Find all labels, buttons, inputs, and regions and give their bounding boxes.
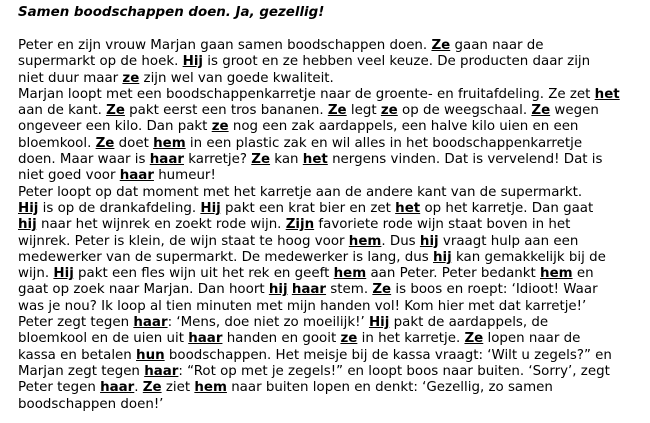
highlighted-pronoun: haar [149, 152, 184, 168]
highlighted-pronoun: haar [144, 363, 179, 379]
text-segment: : ‘Mens, doe niet zo moeilijk!’ [167, 315, 369, 331]
highlighted-pronoun: hem [348, 233, 382, 249]
story-line [18, 282, 636, 298]
highlighted-pronoun: hij [18, 217, 37, 233]
highlighted-pronoun: het [395, 200, 421, 216]
text-segment: Marjan zegt tegen [18, 363, 145, 379]
text-segment: doet [114, 135, 154, 151]
story-line [18, 234, 636, 250]
text-segment: aan Peter. Peter bedankt [366, 266, 541, 282]
text-segment: kassa en betalen [18, 347, 137, 363]
text-segment: gaat op zoek naar Marjan. Dan hoort [18, 282, 269, 298]
text-segment: wijnrek. Peter is klein, de wijn staat te hoog voor [18, 233, 349, 249]
highlighted-pronoun: Ze [95, 135, 115, 151]
text-segment: Marjan loopt met een boodschappenkarretje naar de groente- en fruitafdeling. Ze zet [18, 86, 595, 102]
text-segment: favoriete rode wijn staat boven in het [314, 217, 571, 233]
highlighted-pronoun: haar [188, 331, 223, 347]
text-segment: kan gemakkelijk bij de [451, 249, 606, 265]
text-segment: bloemkool en de uien uit [18, 331, 189, 347]
text-segment: supermarkt op de hoek. [18, 54, 183, 70]
highlighted-pronoun: haar [100, 380, 135, 396]
text-segment: nog een zak aardappels, een halve kilo uien en een [228, 119, 579, 135]
text-segment: Peter tegen [18, 380, 101, 396]
highlighted-pronoun: het [594, 86, 620, 102]
story-line [18, 119, 636, 135]
story-line [18, 136, 636, 152]
highlighted-pronoun: hij [419, 233, 439, 249]
story-line [18, 250, 636, 266]
text-segment: Peter loopt op dat moment met het karretje aan de andere kant van de supermarkt. [18, 184, 583, 200]
text-segment: ziet [161, 380, 195, 396]
text-segment: karretje? [183, 152, 252, 168]
text-segment: handen en gooit [222, 331, 341, 347]
highlighted-pronoun: ze [340, 331, 358, 347]
highlighted-pronoun: Hij [200, 200, 221, 216]
text-segment: is op de drankafdeling. [38, 200, 201, 216]
text-segment: wegen [550, 103, 599, 119]
text-segment: pakt de aardappels, de [389, 315, 549, 331]
highlighted-pronoun: hij [433, 249, 452, 265]
highlighted-pronoun: Zijn [285, 217, 315, 233]
story-line [18, 87, 636, 103]
text-segment: . [134, 380, 143, 396]
highlighted-pronoun: ze [211, 119, 229, 135]
document-page [18, 4, 636, 413]
story-line [18, 103, 636, 119]
highlighted-pronoun: hem [194, 380, 227, 396]
text-segment: boodschappen doen!’ [18, 396, 164, 412]
story-line [18, 168, 636, 184]
story-line [18, 266, 636, 282]
story-line [18, 397, 636, 413]
text-segment: is groot en ze hebben veel keuze. De producten daar zijn [203, 54, 591, 70]
highlighted-pronoun: Ze [106, 103, 125, 119]
text-segment: legt [346, 103, 381, 119]
highlighted-pronoun: Ze [327, 103, 347, 119]
highlighted-pronoun: Hij [368, 315, 390, 331]
highlighted-pronoun: Ze [372, 282, 392, 298]
story-line [18, 315, 636, 331]
text-segment: is boos en roept: ‘Idioot! Waar [391, 282, 598, 298]
story-body [18, 38, 636, 413]
highlighted-pronoun: het [302, 152, 328, 168]
text-segment: zijn wel van goede kwaliteit. [139, 70, 334, 86]
story-line [18, 364, 636, 380]
text-segment: gaan naar de [450, 38, 544, 53]
highlighted-pronoun: hem [540, 266, 573, 282]
text-segment: in het karretje. [357, 331, 465, 347]
highlighted-pronoun: Ze [531, 103, 551, 119]
highlighted-pronoun: haar [119, 168, 154, 184]
highlighted-pronoun: Ze [431, 38, 451, 53]
highlighted-pronoun: Hij [182, 54, 204, 70]
text-segment: in een plastic zak en wil alles in het boodschappenkarretje [185, 135, 583, 151]
highlighted-pronoun: hun [136, 347, 165, 363]
text-segment: doen. Maar waar is [18, 152, 150, 168]
text-segment: lopen naar de [483, 331, 581, 347]
text-segment: ongeveer een kilo. Dan pakt [18, 119, 212, 135]
text-segment: kan [270, 152, 303, 168]
text-segment: . Dus [381, 233, 420, 249]
highlighted-pronoun: ze [122, 70, 140, 86]
story-line [18, 348, 636, 364]
text-segment: was je nou? Ik loop al tien minuten met mijn handen vol! Kom hier met dat karretje!’ [18, 298, 587, 314]
story-line [18, 152, 636, 168]
highlighted-pronoun: Hij [18, 200, 39, 216]
text-segment: Peter zegt tegen [18, 315, 134, 331]
text-segment: boodschappen. Het meisje bij de kassa vraagt: ‘Wilt u zegels?” en [164, 347, 612, 363]
text-segment: humeur! [153, 168, 216, 184]
text-segment: bloemkool. [18, 135, 96, 151]
highlighted-pronoun: haar [133, 315, 168, 331]
text-segment: niet duur maar [18, 70, 123, 86]
text-segment: pakt een fles wijn uit het rek en geeft [73, 266, 334, 282]
text-segment: pakt eerst een tros bananen. [124, 103, 328, 119]
story-line [18, 299, 636, 315]
story-line [18, 38, 636, 54]
text-segment: : “Rot op met je zegels!” en loopt boos naar buiten. ‘Sorry’, zegt [178, 363, 610, 379]
highlighted-pronoun: hem [153, 135, 186, 151]
story-line [18, 380, 636, 396]
text-segment: Peter en zijn vrouw Marjan gaan samen boodschappen doen. [18, 38, 432, 53]
story-line [18, 217, 636, 233]
highlighted-pronoun: ze [380, 103, 398, 119]
story-line [18, 71, 636, 87]
text-segment: pakt een krat bier en zet [220, 200, 396, 216]
story-title: Samen boodschappen doen. Ja, gezellig! [18, 5, 325, 20]
text-segment: naar buiten lopen en denkt: ‘Gezellig, zo samen [226, 380, 553, 396]
story-line [18, 185, 636, 201]
highlighted-pronoun: Ze [142, 380, 162, 396]
text-segment: op de weegschaal. [397, 103, 532, 119]
text-segment: op het karretje. Dan gaat [420, 200, 594, 216]
text-segment: medewerker van de supermarkt. De medewerker is lang, dus [18, 249, 434, 265]
text-segment: stem. [326, 282, 373, 298]
text-segment: nergens vinden. Dat is vervelend! Dat is [327, 152, 603, 168]
text-segment: naar het wijnrek en zoekt rode wijn. [36, 217, 286, 233]
text-segment: en [572, 266, 594, 282]
highlighted-pronoun: Ze [464, 331, 484, 347]
text-segment: aan de kant. [18, 103, 107, 119]
highlighted-pronoun: Hij [53, 266, 74, 282]
text-segment: wijn. [18, 266, 54, 282]
highlighted-pronoun: hem [333, 266, 367, 282]
text-segment: niet goed voor [18, 168, 120, 184]
highlighted-pronoun: haar [291, 282, 327, 298]
story-line [18, 201, 636, 217]
highlighted-pronoun: Ze [251, 152, 271, 168]
story-line [18, 331, 636, 347]
text-segment: vraagt hulp aan een [438, 233, 579, 249]
story-line [18, 54, 636, 70]
highlighted-pronoun: hij [268, 282, 288, 298]
